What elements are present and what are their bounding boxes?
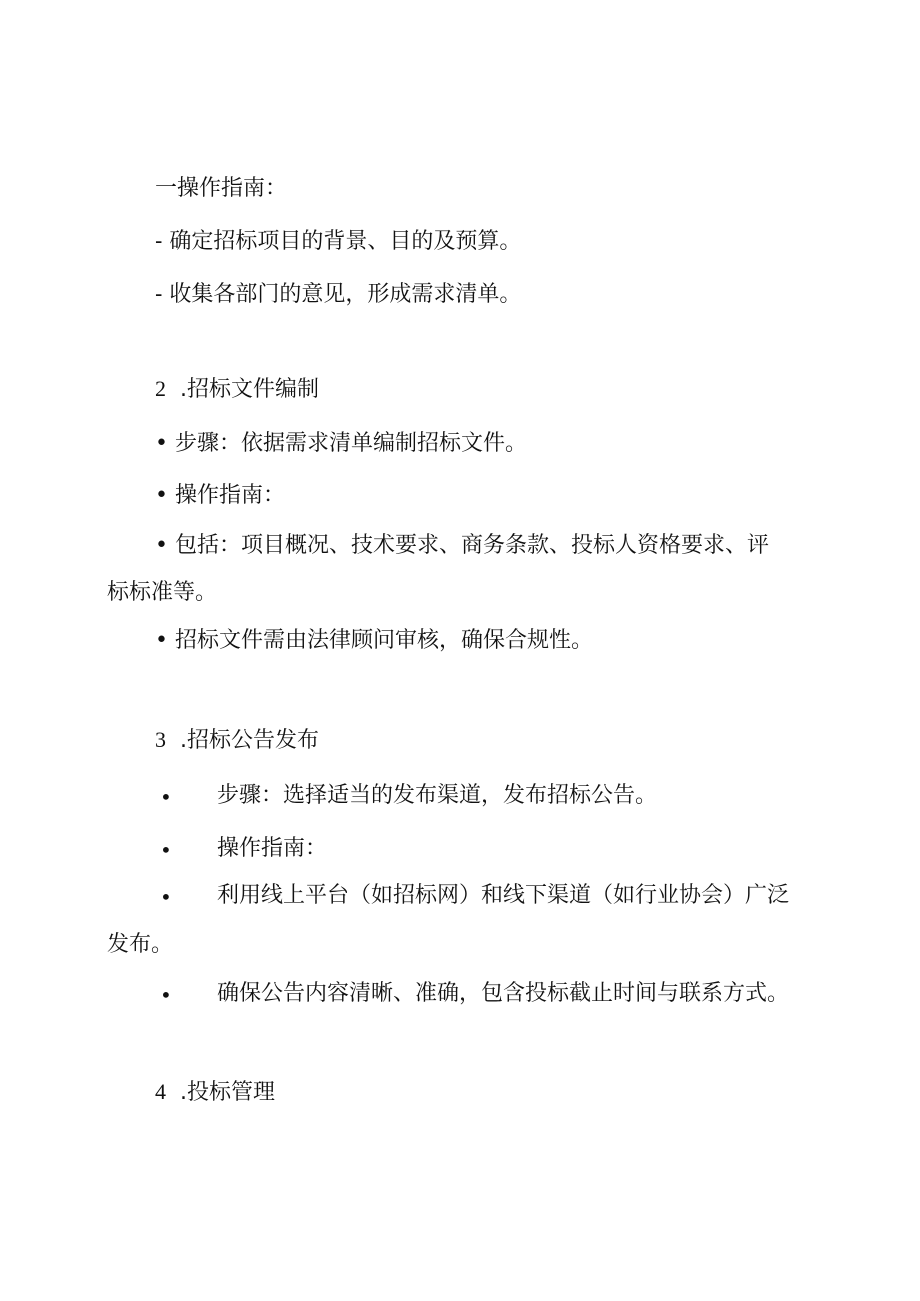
bullet-icon: • (155, 533, 168, 558)
section1-item-1: - 确定招标项目的背景、目的及预算。 (155, 229, 522, 254)
bullet-icon: • (160, 838, 172, 862)
section4-title: .投标管理 (180, 1080, 275, 1105)
section2-step (155, 433, 527, 455)
section3-step-text: ：选择适当的发布渠道，发布招标公告。 (261, 783, 658, 808)
section2-step-label: 步骤 (174, 431, 219, 456)
bullet-icon: • (155, 628, 168, 653)
section2-guide: • 操作指南： (155, 483, 286, 508)
section4-number: 4 (155, 1079, 166, 1104)
section3-item-1-line-1: 利用线上平台（如招标网）和线下渠道（如行业协会）广泛 (217, 883, 790, 908)
section2-item-1-line-2: 标标准等。 (107, 580, 218, 605)
bullet-icon: • (155, 431, 168, 456)
section3-guide-label: 操作指南 (217, 836, 306, 861)
section3-guide: 操作指南： (217, 836, 328, 861)
section2-title: .招标文件编制 (180, 377, 319, 402)
section2-heading (155, 378, 319, 401)
bullet-icon: • (160, 983, 172, 1007)
section3-heading (155, 729, 319, 752)
section3-number: 3 (155, 727, 166, 752)
section2-number: 2 (155, 376, 166, 401)
section1-item-2: - 收集各部门的意见，形成需求清单。 (155, 282, 522, 307)
section2-step-text: ：依据需求清单编制招标文件。 (219, 431, 528, 456)
section3-item-1-line-2: 发布。 (107, 932, 174, 957)
section3-step (217, 785, 657, 807)
section3-title: .招标公告发布 (180, 728, 319, 753)
section3-step-label: 步骤 (217, 783, 262, 808)
section3-item-2: 确保公告内容清晰、准确，包含投标截止时间与联系方式。 (217, 981, 790, 1006)
section2-guide-label: 操作指南 (174, 483, 263, 508)
section2-item-1-line-1: • 包括：项目概况、技术要求、商务条款、投标人资格要求、评 (155, 533, 769, 558)
section1-heading: 一操作指南： (155, 176, 288, 201)
section2-item-2: • 招标文件需由法律顾问审核，确保合规性。 (155, 628, 593, 653)
bullet-icon: • (160, 785, 172, 809)
bullet-icon: • (160, 885, 172, 909)
section4-heading (155, 1081, 275, 1104)
bullet-icon: • (155, 483, 168, 508)
